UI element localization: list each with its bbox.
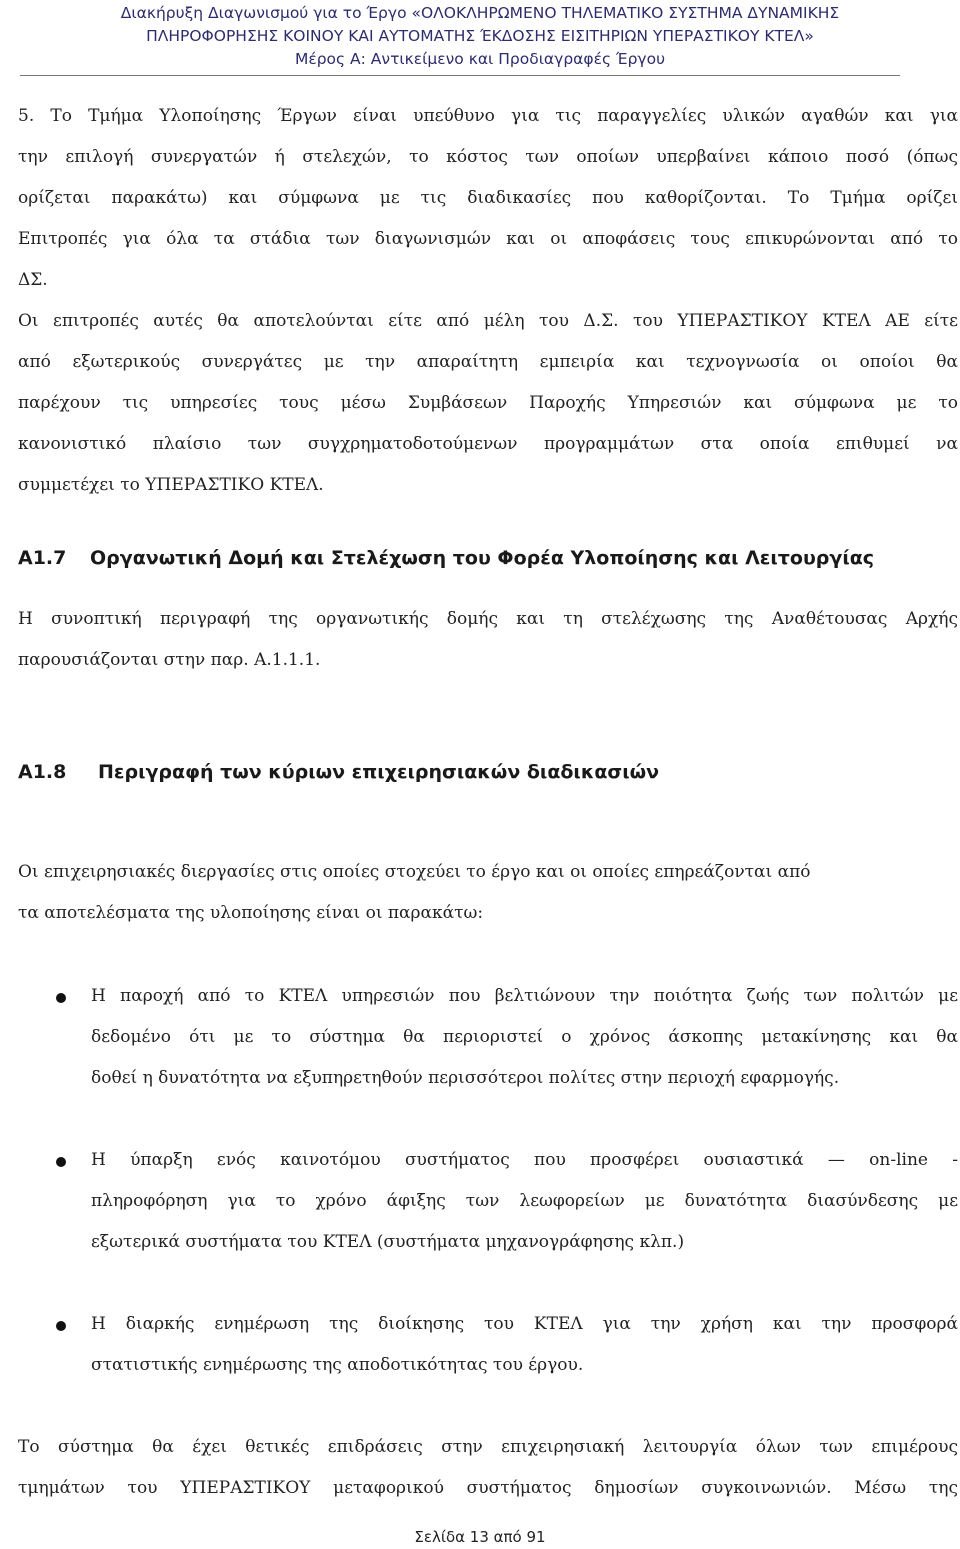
bullet-item — [91, 1140, 958, 1263]
paragraph-5-line: ΔΣ. — [18, 270, 48, 290]
section-number: Α1.8 — [18, 761, 67, 783]
bullet-item-line: Η ύπαρξη ενός καινοτόμου συστήματος που προσφέρει ουσιαστικά — on-line - — [91, 1150, 958, 1170]
bullet-item-line: πληροφόρηση για το χρόνο άφιξης των λεωφορείων με δυνατότητα διασύνδεσης με — [91, 1191, 958, 1211]
section-heading-a17 — [18, 547, 874, 569]
paragraph-5 — [18, 96, 958, 301]
bullet-item-line: Η παροχή από το ΚΤΕΛ υπηρεσιών που βελτιώνουν την ποιότητα ζωής των πολιτών με — [91, 986, 958, 1006]
paragraph-a18-intro-line: Οι επιχειρησιακές διεργασίες στις οποίες στοχεύει το έργο και οι οποίες επηρεάζονται από — [18, 862, 811, 882]
paragraph-committees-line: κανονιστικό πλαίσιο των συγχρηματοδοτούμενων προγραμμάτων στα οποία επιθυμεί να — [18, 434, 958, 454]
section-title: Περιγραφή των κύριων επιχειρησιακών διαδικασιών — [98, 761, 660, 783]
paragraph-committees-line: παρέχουν τις υπηρεσίες τους μέσω Συμβάσεων Παροχής Υπηρεσιών και σύμφωνα με το — [18, 393, 958, 413]
paragraph-5-line: Επιτροπές για όλα τα στάδια των διαγωνισμών και οι αποφάσεις τους επικυρώνονται από το — [18, 229, 958, 249]
paragraph-a17-line: παρουσιάζονται στην παρ. Α.1.1.1. — [18, 650, 321, 670]
paragraph-committees-line: Οι επιτροπές αυτές θα αποτελούνται είτε από μέλη του Δ.Σ. του ΥΠΕΡΑΣΤΙΚΟΥ ΚΤΕΛ ΑΕ είτε — [18, 311, 958, 331]
header-title-line-2: ΠΛΗΡΟΦΟΡΗΣΗΣ ΚΟΙΝΟΥ ΚΑΙ ΑΥΤΟΜΑΤΗΣ ΈΚΔΟΣΗΣ ΕΙΣΙΤΗΡΙΩΝ ΥΠΕΡΑΣΤΙΚΟΥ ΚΤΕΛ» — [146, 27, 814, 45]
page-number: Σελίδα 13 από 91 — [414, 1528, 546, 1546]
paragraph-a17 — [18, 599, 958, 681]
paragraph-a18-closing-line: Το σύστημα θα έχει θετικές επιδράσεις στην επιχειρησιακή λειτουργία όλων των επιμέρους — [18, 1437, 958, 1457]
bullet-item-line: εξωτερικά συστήματα του ΚΤΕΛ (συστήματα μηχανογράφησης κλπ.) — [91, 1232, 685, 1252]
paragraph-a18-intro-line: τα αποτελέσματα της υλοποίησης είναι οι παρακάτω: — [18, 903, 484, 923]
bullet-point — [56, 993, 66, 1003]
section-number: Α1.7 — [18, 547, 67, 569]
paragraph-a18-intro — [18, 852, 918, 934]
paragraph-a17-line: Η συνοπτική περιγραφή της οργανωτικής δομής και τη στελέχωσης της Αναθέτουσας Αρχής — [18, 609, 958, 629]
bullet-item-line: στατιστικής ενημέρωσης της αποδοτικότητας του έργου. — [91, 1355, 584, 1375]
document-header — [0, 2, 960, 71]
header-title-line-1: Διακήρυξη Διαγωνισμού για το Έργο «ΟΛΟΚΛΗΡΩΜΕΝΟ ΤΗΛΕΜΑΤΙΚΟ ΣΥΣΤΗΜΑ ΔΥΝΑΜΙΚΗΣ — [120, 4, 840, 22]
paragraph-5-line: 5. Το Τμήμα Υλοποίησης Έργων είναι υπεύθυνο για τις παραγγελίες υλικών αγαθών και για — [18, 106, 958, 126]
section-title: Οργανωτική Δομή και Στελέχωση του Φορέα Υλοποίησης και Λειτουργίας — [90, 547, 875, 569]
paragraph-committees-line: από εξωτερικούς συνεργάτες με την απαραίτητη εμπειρία και τεχνογνωσία οι οποίοι θα — [18, 352, 958, 372]
paragraph-committees-line: συμμετέχει το ΥΠΕΡΑΣΤΙΚΟ ΚΤΕΛ. — [18, 475, 324, 495]
paragraph-a18-closing-line: τμημάτων του ΥΠΕΡΑΣΤΙΚΟΥ μεταφορικού συστήματος δημοσίων συγκοινωνιών. Μέσω της — [18, 1478, 958, 1498]
paragraph-a18-closing — [18, 1427, 958, 1509]
bullet-point — [56, 1157, 66, 1167]
bullet-item — [91, 976, 958, 1099]
section-heading-a18 — [18, 761, 659, 783]
header-subtitle: Μέρος Α: Αντικείμενο και Προδιαγραφές Έργου — [294, 50, 666, 68]
bullet-item-line: δοθεί η δυνατότητα να εξυπηρετηθούν περισσότεροι πολίτες στην περιοχή εφαρμογής. — [91, 1068, 840, 1088]
bullet-item-line: δεδομένο ότι με το σύστημα θα περιοριστεί ο χρόνος άσκοπης μετακίνησης και θα — [91, 1027, 958, 1047]
header-divider — [20, 75, 900, 76]
paragraph-committees — [18, 301, 958, 506]
paragraph-5-line: την επιλογή συνεργατών ή στελεχών, το κόστος των οποίων υπερβαίνει κάποιο ποσό (όπως — [18, 147, 958, 167]
paragraph-5-line: ορίζεται παρακάτω) και σύμφωνα με τις διαδικασίες που καθορίζονται. Το Τμήμα ορίζει — [18, 188, 958, 208]
bullet-item-line: Η διαρκής ενημέρωση της διοίκησης του ΚΤΕΛ για την χρήση και την προσφορά — [91, 1314, 958, 1334]
bullet-item — [91, 1304, 958, 1386]
bullet-point — [56, 1321, 66, 1331]
